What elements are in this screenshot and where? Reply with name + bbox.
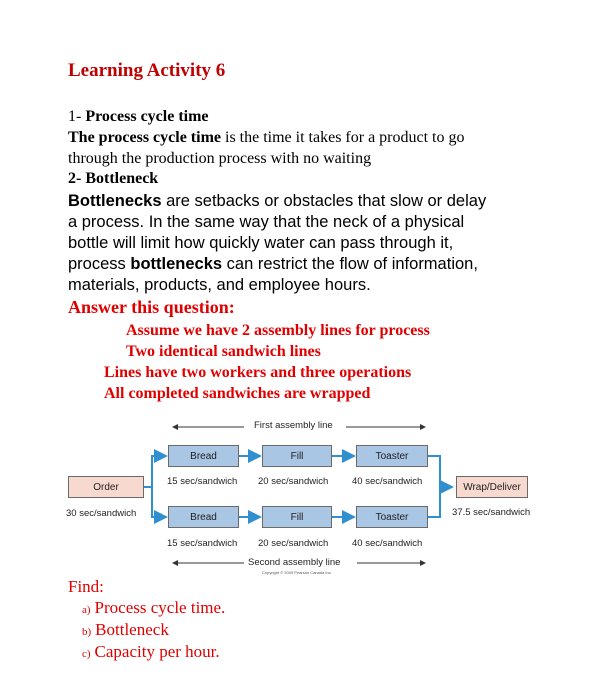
- line2-toaster-label: Toaster: [375, 511, 409, 523]
- order-to-line2-arrow: [152, 487, 166, 517]
- copyright-note: Copyright © 2009 Pearson Canada Inc.: [262, 570, 332, 575]
- section2-line4-pre: process: [68, 255, 131, 273]
- section2-line4-bold: bottlenecks: [130, 255, 223, 273]
- answer-heading: Answer this question:: [68, 297, 235, 317]
- order-box: [68, 476, 144, 498]
- line2-toaster-box: [356, 506, 428, 528]
- line1-toaster-label: Toaster: [375, 450, 409, 462]
- line2-bread-time: 15 sec/sandwich: [167, 538, 238, 549]
- wrap-deliver-label: Wrap/Deliver: [463, 481, 521, 493]
- line1-toaster-time: 40 sec/sandwich: [352, 476, 423, 487]
- find-item-b: [82, 620, 169, 640]
- section2-line2: a process. In the same way that the neck of a physical: [68, 213, 465, 231]
- section2-line1-text: are setbacks or obstacles that slow or delay: [161, 192, 487, 210]
- section2-line3: bottle will limit how quickly water can pass through it,: [68, 234, 454, 252]
- find-item-a-marker: a): [82, 604, 91, 616]
- line1-bread-label: Bread: [190, 450, 217, 462]
- find-item-c: [82, 642, 220, 662]
- order-time: 30 sec/sandwich: [66, 508, 137, 519]
- section2-line5: materials, products, and employee hours.: [68, 276, 371, 294]
- bottom-caption: Second assembly line: [248, 557, 341, 568]
- find-item-c-text: Capacity per hour.: [94, 642, 220, 661]
- page-title: Learning Activity 6: [68, 60, 226, 81]
- find-item-a: [82, 598, 225, 618]
- find-item-a-text: Process cycle time.: [94, 598, 226, 617]
- section1-bold-term: The process cycle time: [68, 129, 221, 146]
- wrap-deliver-time: 37.5 sec/sandwich: [452, 507, 531, 518]
- section2-heading: 2- Bottleneck: [68, 170, 159, 187]
- line2-toaster-time: 40 sec/sandwich: [352, 538, 423, 549]
- line1-bread-box: [168, 445, 239, 467]
- section1-number: 1-: [68, 108, 86, 125]
- line1-fill-time: 20 sec/sandwich: [258, 476, 329, 487]
- line2-bread-box: [168, 506, 239, 528]
- section1-line2: through the production process with no waiting: [68, 150, 372, 167]
- find-heading: Find:: [68, 577, 104, 596]
- line1-fill-label: Fill: [290, 450, 304, 462]
- section1-text1: is the time it takes for a product to go: [221, 129, 465, 146]
- line2-fill-box: [262, 506, 332, 528]
- section2-line4-post: can restrict the flow of information,: [222, 255, 478, 273]
- top-caption: First assembly line: [254, 420, 333, 431]
- section1-heading: [68, 108, 209, 126]
- line2-bread-label: Bread: [190, 511, 217, 523]
- line1-bread-time: 15 sec/sandwich: [167, 476, 238, 487]
- merge-bracket: [428, 456, 440, 517]
- assembly-diagram: [0, 410, 608, 585]
- assumption-3: Lines have two workers and three operations: [104, 364, 412, 381]
- find-item-b-marker: b): [82, 626, 92, 638]
- order-label: Order: [93, 481, 119, 493]
- line1-toaster-box: [356, 445, 428, 467]
- assumption-1: Assume we have 2 assembly lines for process: [126, 322, 430, 339]
- section2-line1: [68, 192, 486, 211]
- section1-title: Process cycle time: [85, 108, 209, 125]
- order-to-line1-arrow: [144, 456, 166, 487]
- line2-fill-label: Fill: [290, 511, 304, 523]
- section1-line1: [68, 129, 465, 147]
- wrap-deliver-box: [456, 476, 528, 498]
- assumption-4: All completed sandwiches are wrapped: [104, 385, 371, 402]
- find-item-b-text: Bottleneck: [95, 620, 169, 639]
- section2-line4: [68, 255, 478, 274]
- find-item-c-marker: c): [82, 648, 91, 660]
- line2-fill-time: 20 sec/sandwich: [258, 538, 329, 549]
- line1-fill-box: [262, 445, 332, 467]
- assumption-2: Two identical sandwich lines: [126, 343, 321, 360]
- section2-term: Bottlenecks: [68, 192, 162, 210]
